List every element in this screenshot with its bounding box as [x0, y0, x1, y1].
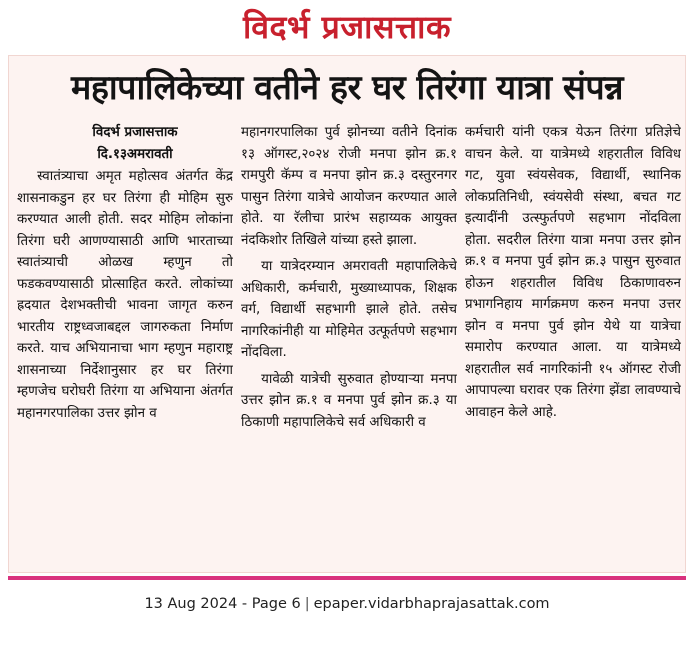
article-clipping: [8, 55, 686, 573]
newspaper-masthead: विदर्भ प्रजासत्ताक: [242, 8, 452, 46]
page-footer: [0, 596, 694, 612]
footer-date-page: 13 Aug 2024 - Page 6: [144, 596, 301, 612]
article-column-2: [241, 122, 457, 568]
article-paragraph: कर्मचारी यांनी एकत्र येऊन तिरंगा प्रतिज्ञेचे वाचन केले. या यात्रेमध्ये शहरातील विविध गट, युवा स्वंयसेवक, विद्यार्थी, स्थानिक लोकप्रतिनिधी, स्वंयसेवी संस्था, बचत गट इत्यादींनी उत्स्फुर्तपणे सहभाग नोंदविला होता. सदरील तिरंगा यात्रा मनपा उत्तर झोन क्र.१ व मनपा पुर्व झोन क्र.३ पासुन सुरुवात होऊन शहरातील विविध ठिकाणावरुन प्रभागनिहाय मार्गक्रमण करुन मनपा उत्तर झोन व मनपा पुर्व झोन येथे या यात्रेचा समारोप करण्यात आला. या यात्रेमध्ये शहरातील सर्व नागरिकांनी १५ ऑगस्ट रोजी आपापल्या घरावर एक तिरंगा झेंडा लावण्याचे आवाहन केले आहे.: [465, 125, 681, 420]
article-column-1: [17, 122, 233, 568]
footer-divider: [8, 576, 686, 580]
footer-separator: |: [304, 596, 310, 612]
article-dateline: दि.१३अमरावती: [97, 146, 173, 162]
article-headline: महापालिकेच्या वतीने हर घर तिरंगा यात्रा संपन्न: [70, 68, 624, 108]
article-paragraph: या यात्रेदरम्यान अमरावती महापालिकेचे अधिकारी, कर्मचारी, मुख्याध्यापक, शिक्षक वर्ग, विद्यार्थी सहभागी झाले होते. तसेच नागरिकांनीही या मोहिमेत उत्फूर्तपणे सहभाग नोंदविला.: [241, 259, 457, 360]
article-paragraph: महानगरपालिका पुर्व झोनच्या वतीने दिनांक १३ ऑगस्ट,२०२४ रोजी मनपा झोन क्र.१ रामपुरी कॅम्प व मनपा झोन क्र.३ दस्तुरनगर पासुन तिरंगा यात्रेचे आयोजन करण्यात आले होते. या रॅलीचा प्रारंभ सहाय्यक आयुक्त नंदकिशोर तिखिले यांच्या हस्ते झाला.: [241, 125, 457, 248]
article-paragraph: यावेळी यात्रेची सुरुवात होण्याऱ्या मनपा उत्तर झोन क्र.१ व मनपा पुर्व झोन क्र.३ या ठिकाणी महापालिकेचे सर्व अधिकारी व: [241, 371, 457, 430]
article-column-3: [465, 122, 681, 568]
article-body: [17, 122, 681, 568]
footer-site-link[interactable]: epaper.vidarbhaprajasattak.com: [313, 596, 550, 612]
article-paragraph: स्वातंत्र्याचा अमृत महोत्सव अंतर्गत केंद्र शासनाकडुन हर घर तिरंगा ही मोहिम सुरु करण्यात आली होती. सदर मोहिम लोकांना तिरंगा घरी आणण्यासाठी आणि भारताच्या स्वातंत्र्याची ओळख म्हणुन तो फडकवण्यासाठी प्रोत्साहित करते. लोकांच्या ह्रदयात देशभक्तीची भावना जागृत करुन भारतीय राष्ट्रध्वजाबद्दल जागरुकता निर्माण करते. याच अभियानाचा भाग म्हणुन महाराष्ट्र शासनाच्या निर्देशानुसार हर घर तिरंगा म्हणजेच घरोघरी तिरंगा या अभियाना अंतर्गत महानगरपालिका उत्तर झोन व: [17, 169, 233, 421]
article-byline: विदर्भ प्रजासत्ताक: [92, 125, 178, 140]
